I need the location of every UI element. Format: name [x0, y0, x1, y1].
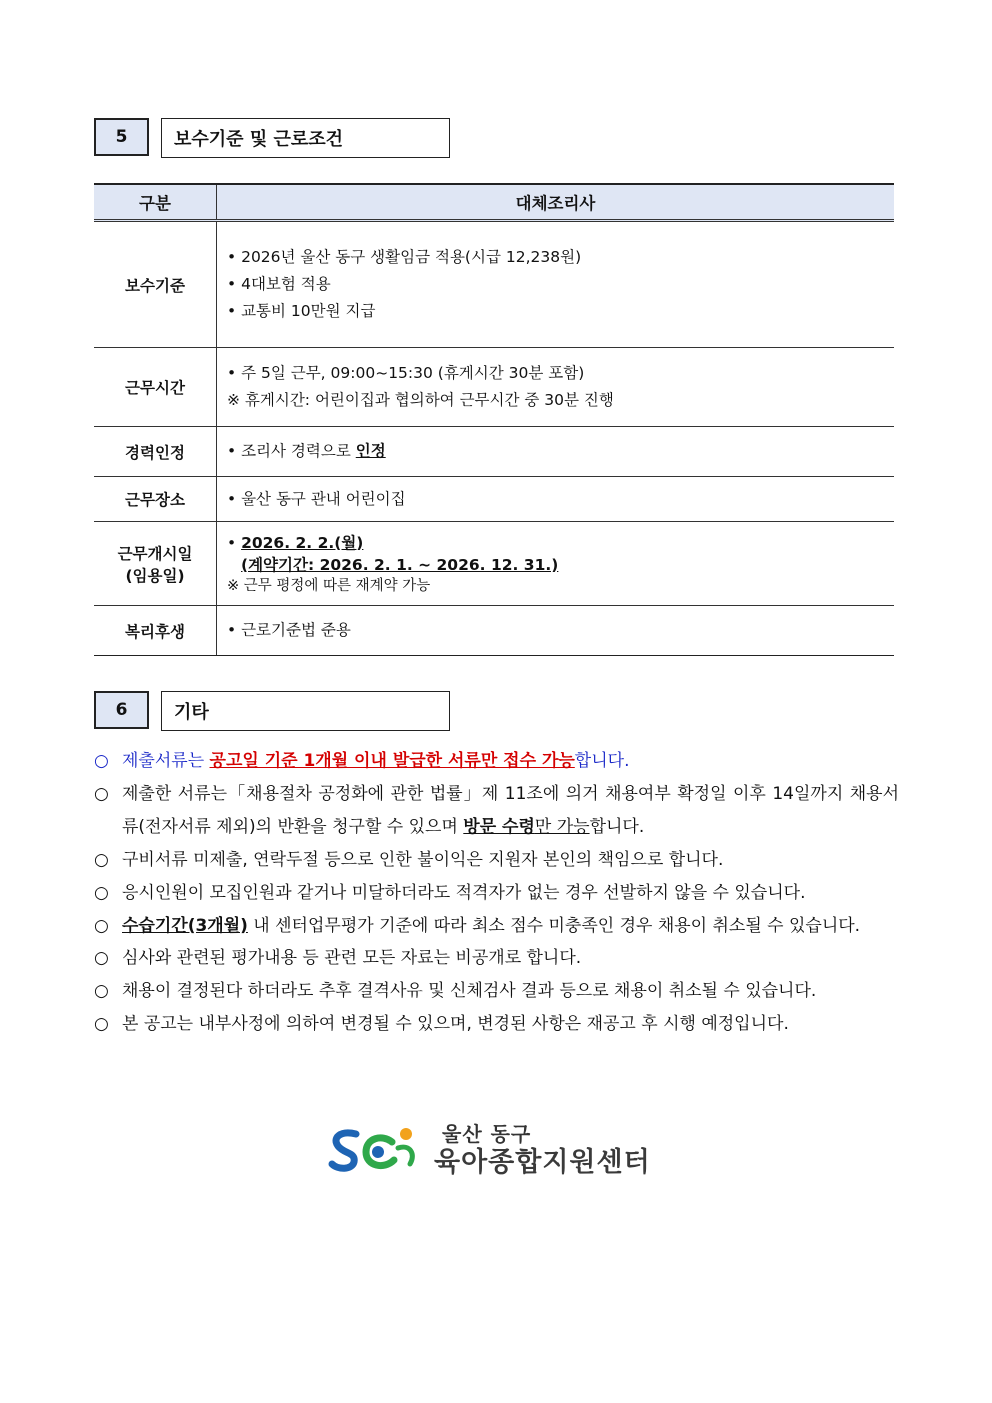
- table-header-row: [94, 184, 894, 221]
- circle-bullet-icon: ○: [94, 850, 109, 870]
- table-row: [94, 348, 894, 427]
- row-value: [217, 522, 895, 606]
- table-row: [94, 221, 894, 348]
- note-text: 본 공고는 내부사정에 의하여 변경될 수 있으며, 변경된 사항은 재공고 후 시행 예정입니다.: [122, 1014, 789, 1034]
- note-text: 합니다.: [574, 751, 630, 771]
- section-title: 기타: [161, 691, 450, 731]
- contract-line: [227, 554, 894, 576]
- row-value: [217, 221, 895, 348]
- list-item: • 울산 동구 관내 어린이집: [227, 486, 894, 513]
- note-text: 내 센터업무평가 기준에 따라 최소 점수 미충족인 경우 채용이 취소될 수 있습니다.: [247, 916, 861, 936]
- row-label: 복리후생: [94, 606, 217, 656]
- row-label: 근무시간: [94, 348, 217, 427]
- row-note: ※ 근무 평정에 따른 재계약 가능: [227, 577, 431, 594]
- row-label: [94, 522, 217, 606]
- list-item: • 교통비 10만원 지급: [227, 298, 894, 325]
- note-text: 구비서류 미제출, 연락두절 등으로 인한 불이익은 지원자 본인의 책임으로 합니다.: [122, 850, 724, 870]
- list-item: • 2026년 울산 동구 생활임금 적용(시급 12,238원): [227, 244, 894, 271]
- table-row: [94, 606, 894, 656]
- header-label: 구분: [94, 184, 217, 221]
- logo-mark-icon: [326, 1124, 426, 1176]
- row-value: [217, 427, 895, 477]
- note-text: 채용이 결정된다 하더라도 추후 결격사유 및 신체검사 결과 등으로 채용이 취소될 수 있습니다.: [122, 981, 817, 1001]
- table-row: [94, 427, 894, 477]
- logo-subtitle: 울산 동구: [442, 1122, 532, 1146]
- row-value: [217, 348, 895, 427]
- conditions-table: [94, 183, 894, 656]
- circle-bullet-icon: ○: [94, 883, 109, 903]
- list-item: [94, 975, 899, 1008]
- section-title: 보수기준 및 근로조건: [161, 118, 450, 158]
- list-item: [94, 844, 899, 877]
- row-note: ※ 휴게시간: 어린이집과 협의하여 근무시간 중 30분 진행: [227, 391, 614, 409]
- circle-bullet-icon: ○: [94, 1014, 109, 1034]
- career-text: 조리사 경력으로: [241, 442, 356, 460]
- logo-title: 육아종합지원센터: [434, 1147, 651, 1178]
- circle-bullet-icon: ○: [94, 751, 109, 771]
- contract-period: (계약기간: 2026. 2. 1. ~ 2026. 12. 31.): [241, 555, 559, 574]
- row-value: [217, 477, 895, 522]
- note-text: 제출서류는: [122, 751, 210, 771]
- list-item: [94, 1008, 899, 1041]
- circle-bullet-icon: ○: [94, 948, 109, 968]
- list-item: [94, 942, 899, 975]
- row-value: [217, 606, 895, 656]
- list-item: • 근로기준법 준용: [227, 617, 894, 644]
- circle-bullet-icon: ○: [94, 916, 109, 936]
- center-logo: [326, 1118, 686, 1178]
- start-date: 2026. 2. 2.(월): [241, 533, 364, 552]
- section-number: 5: [94, 118, 149, 156]
- list-item: [94, 910, 899, 942]
- start-date-line: • 2026. 2. 2.(월): [227, 533, 364, 552]
- header-value: 대체조리사: [217, 184, 895, 221]
- row-label: 근무장소: [94, 477, 217, 522]
- list-item: [94, 877, 899, 910]
- list-item: [227, 438, 894, 465]
- list-item: • 4대보험 적용: [227, 271, 894, 298]
- list-item: • 주 5일 근무, 09:00~15:30 (휴게시간 30분 포함): [227, 360, 894, 387]
- row-label: 보수기준: [94, 221, 217, 348]
- note-highlight: 공고일 기준 1개월 이내 발급한 서류만 접수 가능: [209, 751, 575, 771]
- row-label-line: (임용일): [125, 566, 185, 585]
- note-emphasis: 수습기간(3개월): [122, 916, 248, 936]
- notes-list: [94, 745, 899, 1041]
- note-text: 심사와 관련된 평가내용 등 관련 모든 자료는 비공개로 합니다.: [122, 948, 582, 968]
- note-text: 합니다.: [589, 817, 645, 837]
- career-emphasis: 인정: [355, 442, 386, 460]
- section-number: 6: [94, 691, 149, 729]
- circle-bullet-icon: ○: [94, 981, 109, 1001]
- note-emphasis: 방문 수령: [463, 817, 535, 837]
- table-row: [94, 477, 894, 522]
- note-underline: 만 가능: [534, 817, 590, 837]
- row-label-line: 근무개시일: [117, 544, 193, 563]
- list-item: [94, 745, 899, 778]
- note-text: 응시인원이 모집인원과 같거나 미달하더라도 적격자가 없는 경우 선발하지 않을 수 있습니다.: [122, 883, 806, 903]
- note-text: 제출한 서류는「채용절차 공정화에 관한 법률」제 11조에 의거 채용여부 확정일 이후 14일까지 채용서류(전자서류 제외)의 반환을 청구할 수 있으며: [122, 784, 899, 837]
- table-row: [94, 522, 894, 606]
- circle-bullet-icon: ○: [94, 784, 109, 804]
- row-label: 경력인정: [94, 427, 217, 477]
- list-item: [94, 778, 899, 844]
